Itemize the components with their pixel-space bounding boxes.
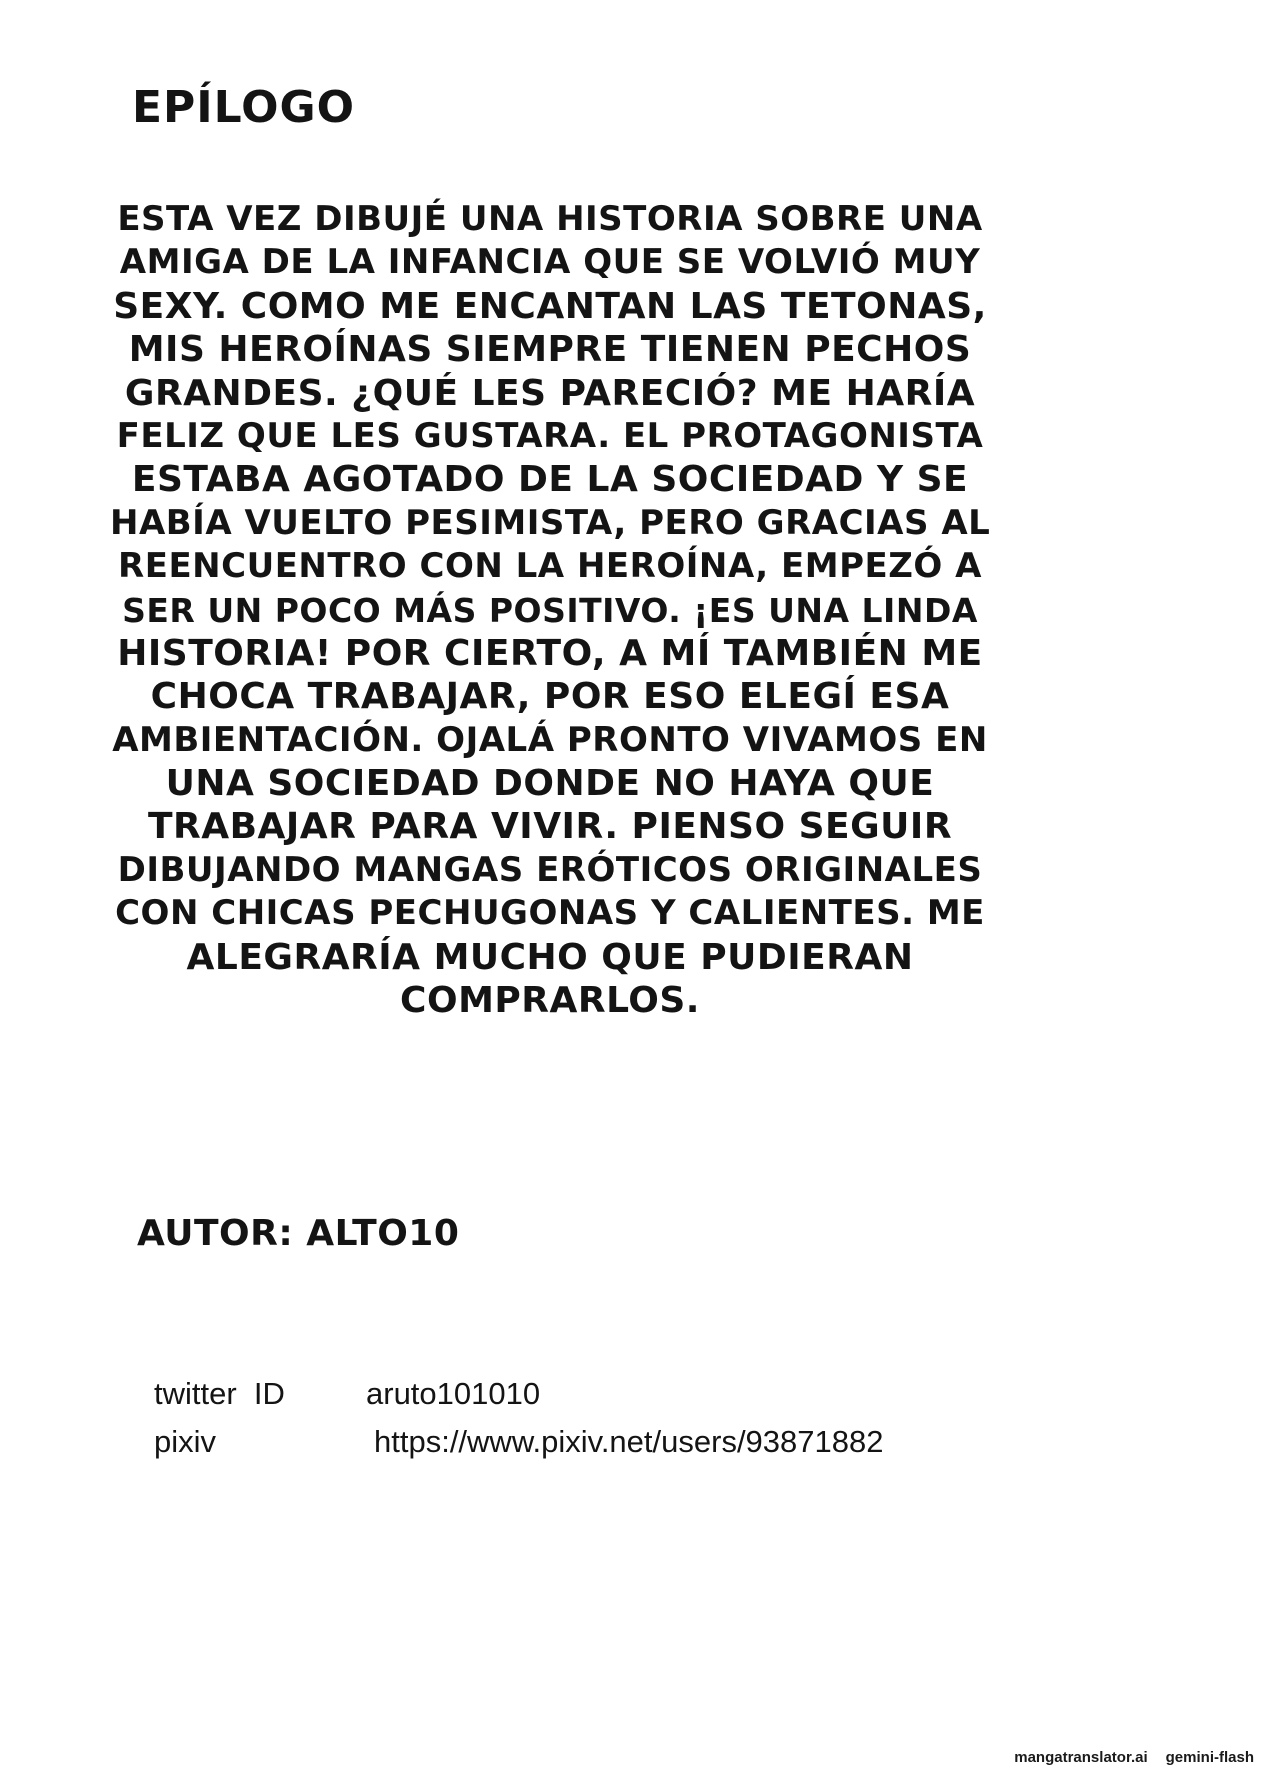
pixiv-label: pixiv xyxy=(154,1424,217,1459)
body-line: GRANDES. ¿QUÉ LES PARECIÓ? ME HARÍA xyxy=(124,372,976,414)
body-line: SEXY. COMO ME ENCANTAN LAS TETONAS, xyxy=(113,285,987,327)
page-title: EPÍLOGO xyxy=(132,82,356,133)
body-line: ESTABA AGOTADO DE LA SOCIEDAD Y SE xyxy=(131,459,969,501)
body-line: HABÍA VUELTO PESIMISTA, PERO GRACIAS AL xyxy=(110,502,991,543)
body-line: AMIGA DE LA INFANCIA QUE SE VOLVIÓ MUY xyxy=(119,242,981,283)
body-line: SER UN POCO MÁS POSITIVO. ¡ES UNA LINDA xyxy=(122,590,978,630)
author-credit: AUTOR: ALTO10 xyxy=(137,1213,460,1254)
body-line: ESTA VEZ DIBUJÉ UNA HISTORIA SOBRE UNA xyxy=(117,199,983,239)
body-line: CHOCA TRABAJAR, POR ESO ELEGÍ ESA xyxy=(150,676,950,718)
body-line: COMPRARLOS. xyxy=(400,980,700,1022)
epilogue-body xyxy=(110,198,990,1022)
watermark-site: mangatranslator.ai xyxy=(1014,1749,1148,1766)
body-line: REENCUENTRO CON LA HEROÍNA, EMPEZÓ A xyxy=(118,546,982,587)
pixiv-url: https://www.pixiv.net/users/93871882 xyxy=(374,1424,884,1459)
body-line: AMBIENTACIÓN. OJALÁ PRONTO VIVAMOS EN xyxy=(112,719,988,760)
twitter-label: twitter ID xyxy=(154,1376,285,1411)
body-line: TRABAJAR PARA VIVIR. PIENSO SEGUIR xyxy=(147,806,953,848)
body-line: UNA SOCIEDAD DONDE NO HAYA QUE xyxy=(165,763,935,805)
body-line: FELIZ QUE LES GUSTARA. EL PROTAGONISTA xyxy=(116,415,984,456)
body-line: ALEGRARÍA MUCHO QUE PUDIERAN xyxy=(186,936,914,978)
twitter-handle: aruto101010 xyxy=(366,1376,541,1411)
translator-watermark xyxy=(1014,1749,1254,1766)
body-line: DIBUJANDO MANGAS ERÓTICOS ORIGINALES xyxy=(117,849,983,890)
body-line: CON CHICAS PECHUGONAS Y CALIENTES. ME xyxy=(115,893,985,934)
body-line: MIS HEROÍNAS SIEMPRE TIENEN PECHOS xyxy=(128,329,972,371)
watermark-model: gemini-flash xyxy=(1165,1749,1254,1766)
body-line: HISTORIA! POR CIERTO, A MÍ TAMBIÉN ME xyxy=(117,632,983,674)
